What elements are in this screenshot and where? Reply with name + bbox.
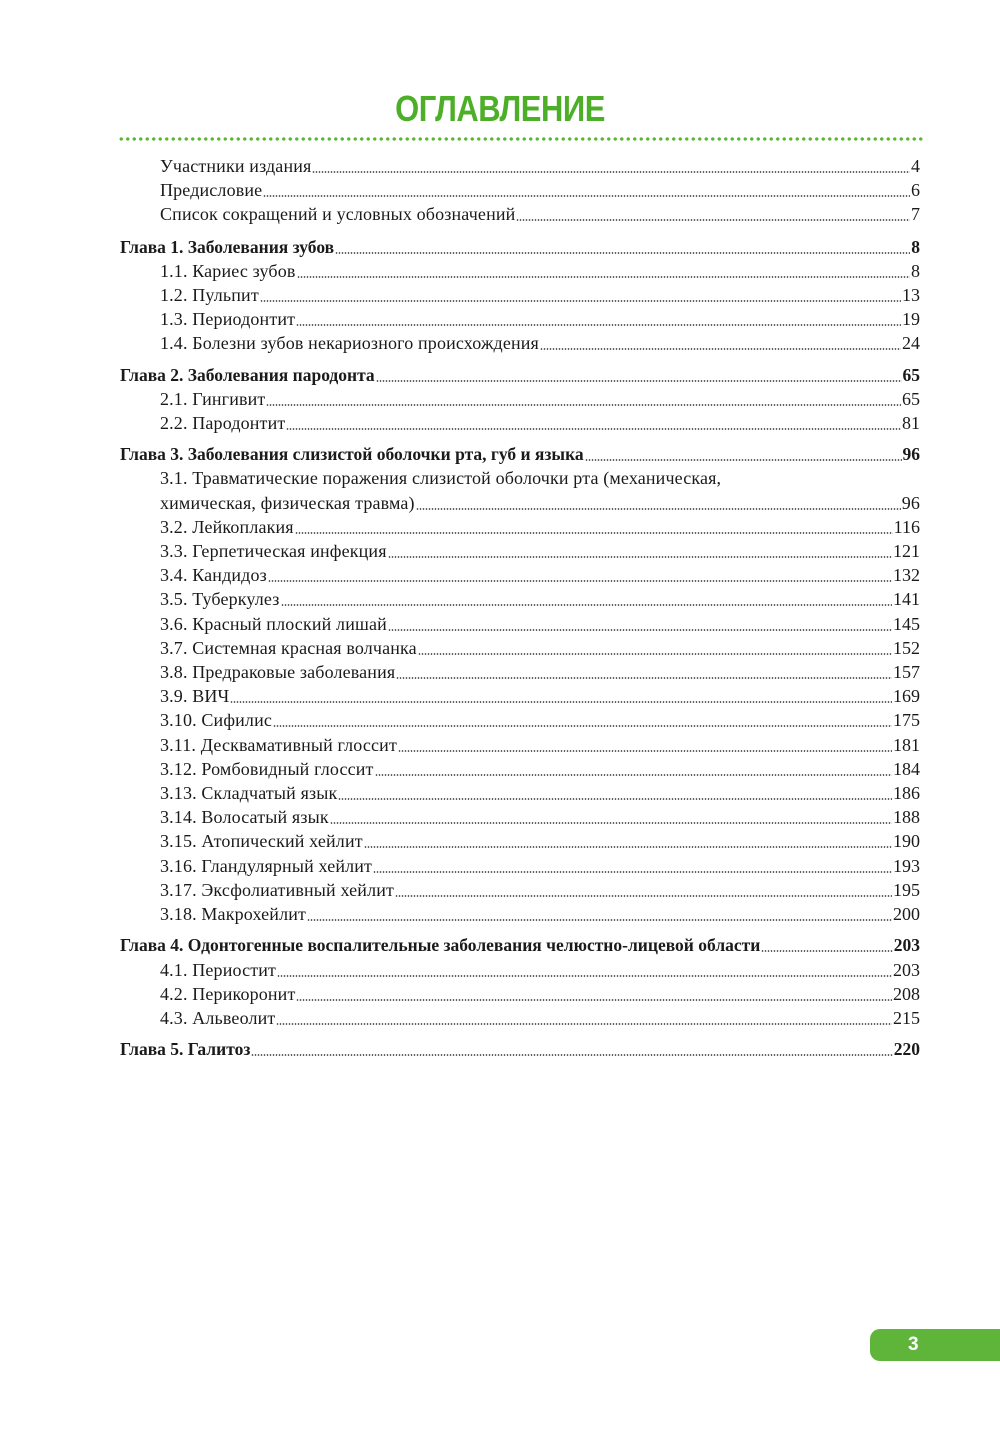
toc-entry-page: 169: [893, 686, 920, 707]
dot-leader: [396, 677, 892, 679]
toc-entry-section[interactable]: [120, 283, 920, 307]
dot-leader: [277, 975, 892, 977]
dot-leader: [286, 428, 901, 430]
toc-entry-label: Участники издания: [160, 156, 312, 176]
dot-leader: [307, 919, 892, 921]
dot-leader: [364, 846, 892, 848]
toc-entry-label: Список сокращений и условных обозначений: [160, 204, 516, 225]
dot-leader: [263, 195, 910, 197]
page-number-tab: [870, 1329, 1000, 1361]
toc-entry-label: 1.3. Периодонтит: [160, 309, 296, 330]
toc-entry-section[interactable]: [120, 902, 920, 926]
toc-entry-label: 3.13. Складчатый язык: [160, 783, 338, 804]
toc-entry-label: 2.1. Гингивит: [160, 388, 266, 409]
toc-entry-page: 81: [902, 413, 920, 434]
toc-entry-page: 6: [911, 180, 920, 201]
dot-leader: [398, 750, 892, 752]
toc-chapter-heading[interactable]: [120, 363, 920, 387]
toc-entry-label: 3.11. Десквамативный глоссит: [160, 734, 397, 755]
toc-entry-label: 3.3. Герпетическая инфекция: [160, 541, 387, 562]
toc-entry-section[interactable]: [120, 466, 920, 514]
toc-entry-page: 132: [893, 565, 920, 586]
toc-entry-front[interactable]: [120, 202, 920, 226]
toc-entry-section[interactable]: [120, 587, 920, 611]
toc-entry-section[interactable]: [120, 636, 920, 660]
toc-entry-section[interactable]: [120, 563, 920, 587]
toc-entry-page: 8: [911, 236, 920, 257]
toc-entry-page: 188: [893, 807, 920, 828]
dot-leader: [373, 871, 892, 873]
dot-leader: [388, 556, 892, 558]
toc-entry-label: 3.16. Гландулярный хейлит: [160, 855, 373, 876]
dot-leader: [297, 276, 910, 278]
toc-entry-section[interactable]: [120, 331, 920, 355]
toc-entry-label: 3.10. Сифилис: [160, 710, 272, 731]
dot-leader: [585, 459, 902, 461]
dot-leader: [376, 380, 902, 382]
toc-entry-page: 190: [893, 831, 920, 852]
toc-entry-label: 1.4. Болезни зубов некариозного происхождения: [160, 333, 539, 354]
table-of-contents: [120, 154, 920, 1061]
toc-entry-page: 203: [893, 935, 920, 956]
toc-entry-front[interactable]: [120, 154, 920, 178]
toc-entry-page: 116: [893, 516, 920, 537]
dot-leader: [281, 604, 892, 606]
toc-entry-label: 3.12. Ромбовидный глоссит: [160, 758, 374, 779]
toc-entry-label: 3.2. Лейкоплакия: [160, 516, 294, 537]
toc-entry-section[interactable]: [120, 307, 920, 331]
toc-entry-section[interactable]: [120, 684, 920, 708]
toc-entry-section[interactable]: [120, 708, 920, 732]
toc-entry-label: Глава 1. Заболевания зубов: [120, 236, 335, 257]
dot-leader: [276, 1023, 892, 1025]
dot-leader: [330, 822, 892, 824]
toc-entry-label: 3.17. Эксфолиативный хейлит: [160, 879, 395, 900]
toc-entry-page: 121: [893, 541, 920, 562]
toc-entry-page: 200: [893, 904, 920, 925]
toc-entry-page: 7: [911, 204, 920, 225]
toc-entry-section[interactable]: [120, 387, 920, 411]
toc-entry-label: 3.6. Красный плоский лишай: [160, 613, 387, 634]
toc-entry-section[interactable]: [120, 878, 920, 902]
toc-entry-label: 2.2. Пародонтит: [160, 413, 286, 434]
toc-entry-label-line2: химическая, физическая травма): [160, 492, 415, 513]
toc-entry-label: 3.4. Кандидоз: [160, 565, 267, 586]
title-dotted-divider: [118, 137, 923, 141]
toc-entry-section[interactable]: [120, 660, 920, 684]
toc-entry-page: 96: [902, 444, 920, 465]
toc-entry-section[interactable]: [120, 259, 920, 283]
dot-leader: [416, 508, 901, 510]
dot-leader: [395, 895, 892, 897]
toc-entry-front[interactable]: [120, 178, 920, 202]
page-number: 3: [908, 1334, 919, 1355]
toc-entry-label: 4.1. Периостит: [160, 959, 277, 980]
toc-entry-section[interactable]: [120, 982, 920, 1006]
toc-entry-page: 65: [902, 388, 920, 409]
dot-leader: [230, 701, 892, 703]
toc-chapter-heading[interactable]: [120, 933, 920, 957]
toc-entry-section[interactable]: [120, 757, 920, 781]
dot-leader: [418, 653, 892, 655]
toc-entry-section[interactable]: [120, 1006, 920, 1030]
toc-entry-page: 65: [902, 364, 920, 385]
toc-entry-page: 96: [901, 492, 920, 513]
toc-entry-label-line1: 3.1. Травматические поражения слизистой оболочки рта (механическая,: [160, 468, 722, 489]
dot-leader: [335, 252, 910, 254]
toc-entry-page: 181: [893, 734, 920, 755]
toc-entry-label: 3.8. Предраковые заболевания: [160, 662, 396, 683]
toc-entry-page: 8: [911, 260, 920, 281]
dot-leader: [251, 1054, 892, 1056]
toc-entry-page: 184: [893, 758, 920, 779]
toc-entry-label: 3.7. Системная красная волчанка: [160, 637, 417, 658]
toc-chapter-heading[interactable]: [120, 1037, 920, 1061]
dot-leader: [273, 725, 892, 727]
toc-entry-page: 19: [902, 309, 920, 330]
dot-leader: [516, 219, 910, 221]
dot-leader: [375, 774, 892, 776]
toc-entry-section[interactable]: [120, 805, 920, 829]
toc-entry-section[interactable]: [120, 829, 920, 853]
dot-leader: [338, 798, 892, 800]
toc-entry-section[interactable]: [120, 515, 920, 539]
toc-entry-section[interactable]: [120, 733, 920, 757]
toc-chapter-heading[interactable]: [120, 442, 920, 466]
toc-entry-page: 24: [902, 333, 920, 354]
page-title: ОГЛАВЛЕНИЕ: [395, 88, 605, 129]
toc-entry-page: 220: [893, 1039, 920, 1060]
toc-entry-label: 3.15. Атопический хейлит: [160, 831, 363, 852]
toc-entry-label: 3.14. Волосатый язык: [160, 807, 329, 828]
toc-entry-page: 175: [893, 710, 920, 731]
dot-leader: [296, 999, 892, 1001]
toc-entry-label: 3.9. ВИЧ: [160, 686, 230, 707]
toc-entry-page: 4: [911, 156, 920, 176]
dot-leader: [266, 404, 901, 406]
toc-entry-section[interactable]: [120, 781, 920, 805]
toc-entry-section[interactable]: [120, 411, 920, 435]
toc-entry-label: Глава 2. Заболевания пародонта: [120, 364, 375, 385]
toc-entry-page: 145: [893, 613, 920, 634]
toc-chapter-heading[interactable]: [120, 235, 920, 259]
toc-entry-label: 3.5. Туберкулез: [160, 589, 280, 610]
toc-entry-label: 3.18. Макрохейлит: [160, 904, 306, 925]
toc-entry-section[interactable]: [120, 958, 920, 982]
toc-entry-page: 152: [893, 637, 920, 658]
toc-entry-label: Глава 4. Одонтогенные воспалительные заболевания челюстно-лицевой области: [120, 935, 761, 956]
toc-entry-page: 203: [893, 959, 920, 980]
dot-leader: [761, 950, 892, 952]
toc-entry-page: 157: [893, 662, 920, 683]
toc-entry-page: 195: [893, 879, 920, 900]
toc-entry-page: 141: [893, 589, 920, 610]
toc-entry-page: 208: [893, 983, 920, 1004]
dot-leader: [540, 348, 901, 350]
toc-entry-section[interactable]: [120, 854, 920, 878]
toc-entry-label: Предисловие: [160, 180, 263, 201]
toc-entry-label: 1.2. Пульпит: [160, 285, 259, 306]
dot-leader: [388, 629, 892, 631]
toc-entry-label: Глава 3. Заболевания слизистой оболочки рта, губ и языка: [120, 444, 584, 465]
toc-entry-label: 4.2. Перикоронит: [160, 983, 296, 1004]
dot-leader: [295, 532, 893, 534]
toc-entry-page: 186: [893, 783, 920, 804]
dot-leader: [312, 171, 910, 173]
toc-entry-page: 215: [893, 1007, 920, 1028]
toc-entry-page: 13: [902, 285, 920, 306]
toc-entry-page: 193: [893, 855, 920, 876]
toc-entry-section[interactable]: [120, 539, 920, 563]
toc-entry-label: 1.1. Кариес зубов: [160, 260, 296, 281]
dot-leader: [296, 324, 901, 326]
toc-entry-label: 4.3. Альвеолит: [160, 1007, 276, 1028]
toc-entry-label: Глава 5. Галитоз: [120, 1039, 251, 1060]
dot-leader: [260, 300, 901, 302]
toc-entry-section[interactable]: [120, 612, 920, 636]
dot-leader: [268, 580, 892, 582]
